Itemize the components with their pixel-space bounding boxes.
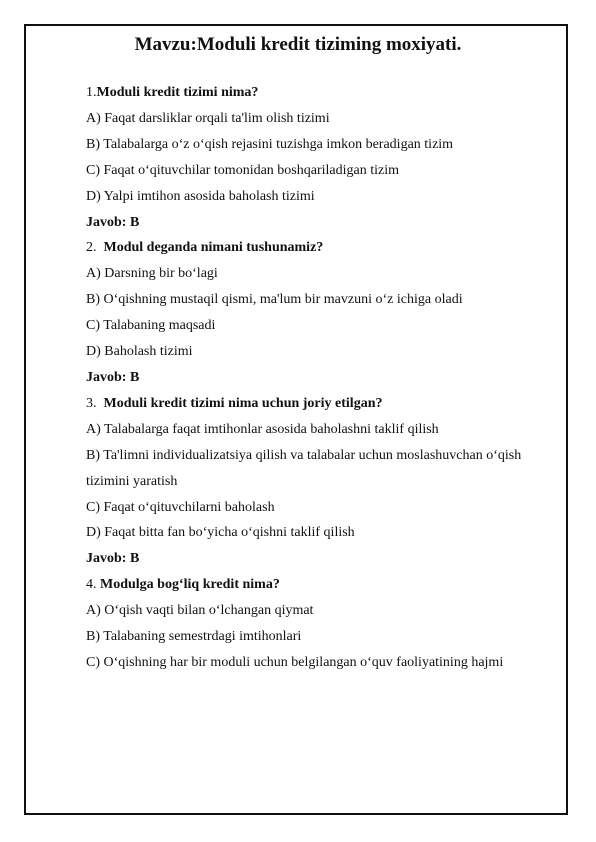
option-d: D) Yalpi imtihon asosida baholash tizimi [86, 188, 315, 204]
option-c: C) Faqat o‘qituvchilarni baholash [86, 499, 275, 515]
question-text: Modul deganda nimani tushunamiz? [103, 240, 324, 256]
option-c: C) Faqat o‘qituvchilar tomonidan boshqariladigan tizim [86, 162, 399, 178]
question-text: Modulga bog‘liq kredit nima? [100, 577, 280, 593]
option-a: A) Faqat darsliklar orqali ta'lim olish tizimi [86, 110, 330, 126]
option-d: D) Baholash tizimi [86, 344, 193, 360]
question-text: Moduli kredit tizimi nima? [96, 85, 259, 100]
option-c: C) O‘qishning har bir moduli uchun belgilangan o‘quv faoliyatining hajmi [86, 654, 504, 670]
question-number: 4. [86, 577, 100, 593]
document-title: Mavzu:Moduli kredit tiziming moxiyati. [134, 34, 462, 55]
answer: Javob: B [86, 369, 140, 385]
answer: Javob: B [86, 551, 140, 567]
option-b: B) O‘qishning mustaqil qismi, ma'lum bir mavzuni o‘z ichiga oladi [86, 292, 463, 308]
question-4 [86, 572, 556, 598]
option-a: A) Talabalarga faqat imtihonlar asosida baholashni taklif qilish [86, 421, 439, 437]
option-d: D) Faqat bitta fan bo‘yicha o‘qishni taklif qilish [86, 525, 355, 541]
question-list [86, 80, 556, 676]
question-1 [86, 80, 556, 106]
option-a: A) O‘qish vaqti bilan o‘lchangan qiymat [86, 603, 314, 619]
question-3 [86, 391, 556, 417]
option-b: B) Talabaning semestrdagi imtihonlari [86, 629, 302, 645]
option-a: A) Darsning bir bo‘lagi [86, 266, 218, 282]
question-number: 3. [86, 395, 104, 411]
option-c: C) Talabaning maqsadi [86, 318, 216, 334]
option-b: B) Ta'limni individualizatsiya qilish va talabalar uchun moslashuvchan o‘qish tizimini yaratish [86, 447, 522, 489]
answer: Javob: B [86, 214, 140, 230]
question-2 [86, 235, 556, 261]
question-number: 1. [86, 85, 97, 100]
question-number: 2. [86, 240, 104, 256]
option-b: B) Talabalarga o‘z o‘qish rejasini tuzishga imkon beradigan tizim [86, 136, 454, 152]
question-text: Moduli kredit tizimi nima uchun joriy etilgan? [103, 395, 383, 411]
